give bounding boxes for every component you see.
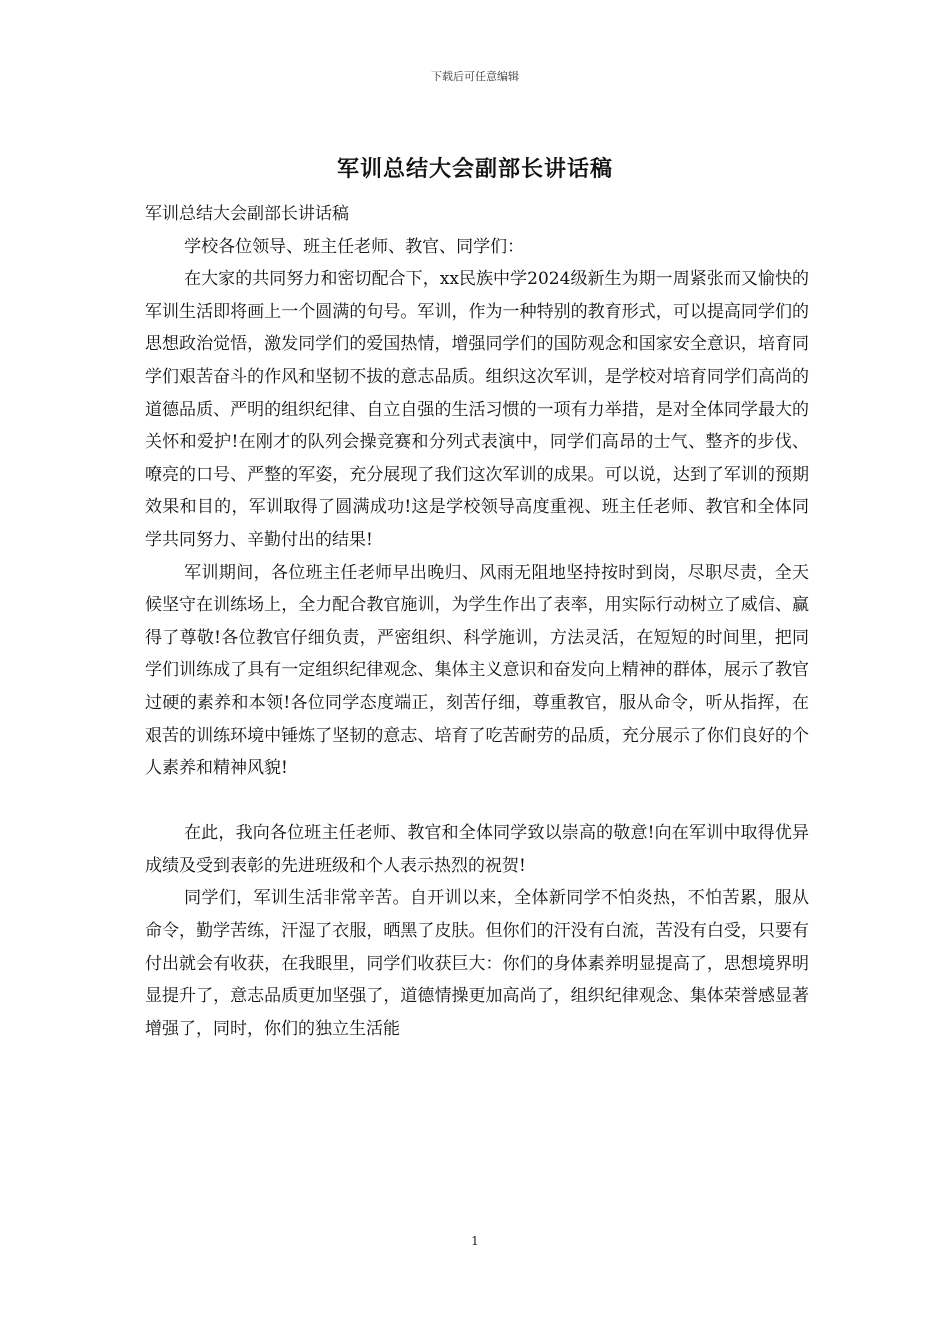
document-body	[145, 198, 809, 1045]
document-title: 军训总结大会副部长讲话稿	[336, 157, 613, 182]
page-number: 1	[471, 1234, 479, 1248]
greeting-paragraph: 学校各位领导、班主任老师、教官、同学们：	[184, 236, 525, 257]
body-paragraph-1: 在大家的共同努力和密切配合下，xx民族中学2024级新生为期一周紧张而又愉快的军训生活即将画上一个圆满的句号。军训，作为一种特别的教育形式，可以提高同学们的思想政治觉悟，激发同学们的爱国热情，增强同学们的国防观念和国家安全意识，培育同学们艰苦奋斗的作风和坚韧不拔的意志品质。组织这次军训，是学校对培育同学们高尚的道德品质、严明的组织纪律、自立自强的生活习惯的一项有力举措，是对全体同学最大的关怀和爱护!在刚才的队列会操竞赛和分列式表演中，同学们高昂的士气、整齐的步伐、嘹亮的口号、严整的军姿，充分展现了我们这次军训的成果。可以说，达到了军训的预期效果和目的，军训取得了圆满成功!这是学校领导高度重视、班主任老师、教官和全体同学共同努力、辛勤付出的结果!	[145, 269, 809, 550]
body-paragraph-2: 军训期间，各位班主任老师早出晚归、风雨无阻地坚持按时到岗，尽职尽责，全天候坚守在训练场上，全力配合教官施训，为学生作出了表率，用实际行动树立了威信、赢得了尊敬!各位教官仔细负责，严密组织、科学施训，方法灵活，在短短的时间里，把同学们训练成了具有一定组织纪律观念、集体主义意识和奋发向上精神的群体，展示了教官过硬的素养和本领!各位同学态度端正，刻苦仔细，尊重教官，服从命令，听从指挥，在艰苦的训练环境中锤炼了坚韧的意志、培育了吃苦耐劳的品质，充分展示了你们良好的个人素养和精神风貌!	[145, 562, 809, 779]
header-note: 下载后可任意编辑	[431, 70, 519, 83]
body-paragraph-3: 在此，我向各位班主任老师、教官和全体同学致以崇高的敬意!向在军训中取得优异成绩及受到表彰的先进班级和个人表示热烈的祝贺!	[145, 823, 809, 876]
document-subtitle: 军训总结大会副部长讲话稿	[145, 204, 349, 224]
paragraph-spacer	[145, 785, 809, 818]
body-paragraph-4: 同学们，军训生活非常辛苦。自开训以来，全体新同学不怕炎热，不怕苦累，服从命令，勤学苦练，汗湿了衣服，晒黑了皮肤。但你们的汗没有白流，苦没有白受，只要有付出就会有收获，在我眼里，同学们收获巨大：你们的身体素养明显提高了，思想境界明显提升了，意志品质更加坚强了，道德情操更加高尚了，组织纪律观念、集体荣誉感显著增强了，同时，你们的独立生活能	[145, 888, 809, 1039]
